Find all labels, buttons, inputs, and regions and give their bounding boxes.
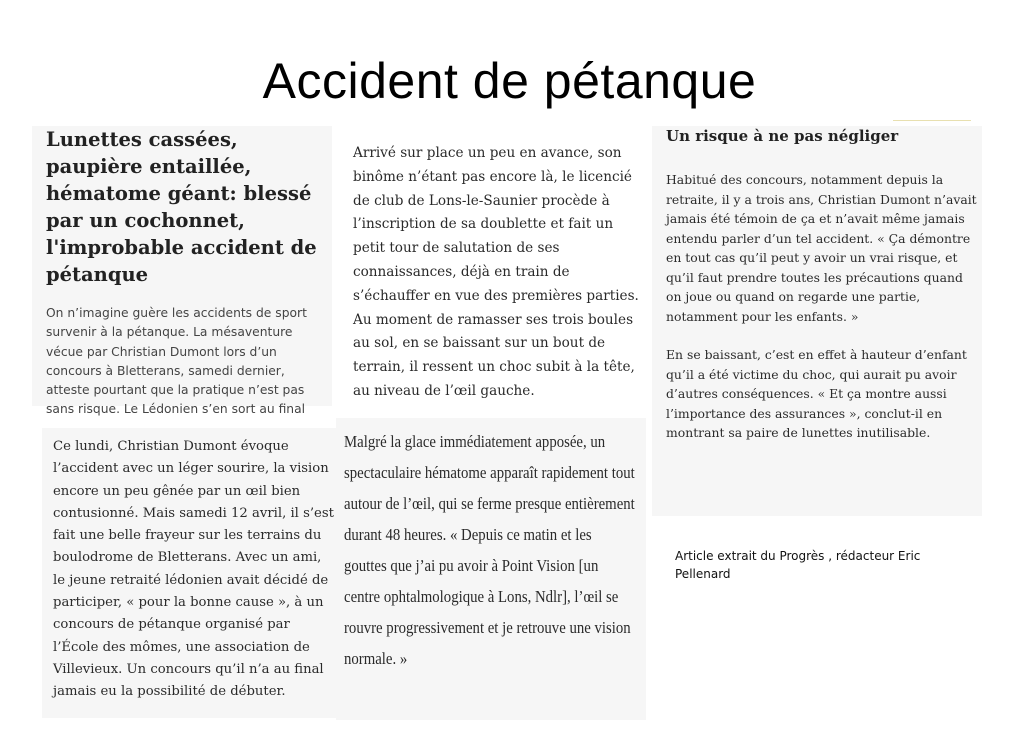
right-column-subhead: Un risque à ne pas négliger	[666, 127, 899, 145]
headline-clipping	[32, 126, 332, 417]
left-column-clipping	[42, 428, 336, 718]
page-title: Accident de pétanque	[262, 53, 757, 109]
article-credit: Article extrait du Progrès , rédacteur Eric Pellenard	[675, 549, 921, 581]
decorative-rule	[893, 120, 971, 121]
middle-bottom-text: Malgré la glace immédiatement apposée, un spectaculaire hématome apparaît rapidement tout autour de l’œil, qui se ferme presque entièrement durant 48 heures. « Depuis ce matin et les gouttes que j’ai pu avoir à Point Vision [un centre ophtalmologique à Lons, Ndlr], l’œil se rouvre progressivement et je retrouve une vision normale. »	[344, 432, 635, 668]
article-lede: On n’imagine guère les accidents de sport survenir à la pétanque. La mésaventure vécue par Christian Dumont lors d’un concours à Bletterans, samedi dernier, atteste pourtant que la pratique n’est pas sans risque. Le Lédonien s’en sort au final	[46, 306, 307, 417]
middle-top-clipping	[340, 132, 646, 412]
left-column-text: Ce lundi, Christian Dumont évoque l’accident avec un léger sourire, la vision encore un peu gênée par un œil bien contusionné. Mais samedi 12 avril, il s’est fait une belle frayeur sur les terrains du boulodrome de Bletterans. Avec un ami, le jeune retraité lédonien avait décidé de participer, « pour la bonne cause », à un concours de pétanque organisé par l’École des mômes, une association de Villevieux. Un concours qu’il n’a au final jamais eu la possibilité de débuter.	[53, 439, 334, 700]
article-headline: Lunettes cassées, paupière entaillée, hématome géant: blessé par un cochonnet, l'improbable accident de pétanque	[46, 128, 317, 286]
middle-top-text: Arrivé sur place un peu en avance, son binôme n’étant pas encore là, le licencié de club de Lons-le-Saunier procède à l’inscription de sa doublette et fait un petit tour de salutation de ses connaissances, déjà en train de s’échauffer en vue des premières parties. Au moment de ramasser ses trois boules au sol, en se baissant sur un bout de terrain, il ressent un choc subit à la tête, au niveau de l’œil gauche.	[353, 145, 639, 399]
right-column-clipping	[652, 126, 982, 516]
right-column-paragraph-1: Habitué des concours, notamment depuis la retraite, il y a trois ans, Christian Dumont n’avait jamais été témoin de ça et n’avait même jamais entendu parler d’un tel accident. « Ça démontre en tout cas qu’il peut y avoir un vrai risque, et qu’il faut prendre toutes les précautions quand on joue ou quand on regarde une partie, notamment pour les enfants. »	[666, 172, 977, 324]
middle-bottom-clipping	[336, 418, 646, 720]
right-column-paragraph-2: En se baissant, c’est en effet à hauteur d’enfant qu’il a été victime du choc, qui aurait pu avoir d’autres conséquences. « Et ça montre aussi l’importance des assurances », conclut-il en montrant sa paire de lunettes inutilisable.	[666, 347, 967, 440]
